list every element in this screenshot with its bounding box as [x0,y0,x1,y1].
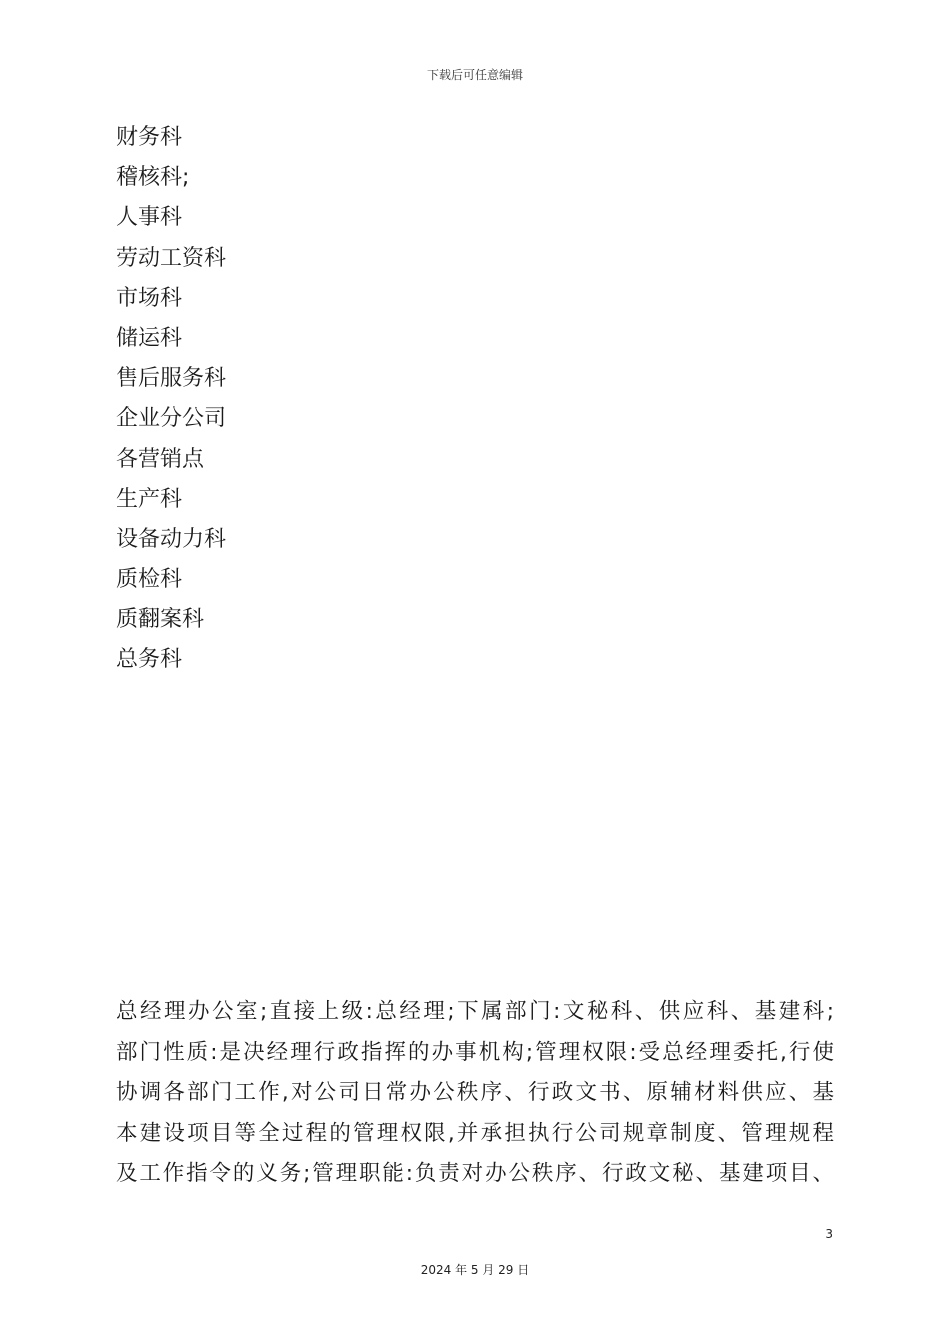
department-item: 各营销点 [116,446,205,472]
page-number: 3 [825,1227,833,1241]
office-description-paragraph [116,992,834,1195]
department-list [116,118,226,681]
paragraph-line: 本建设项目等全过程的管理权限,并承担执行公司规章制度、管理规程 [116,1120,834,1146]
department-item: 劳动工资科 [116,245,227,271]
department-item: 储运科 [116,325,183,351]
page-footer [0,1261,950,1278]
page-header [0,66,950,83]
footer-date: 2024 年 5 月 29 日 [420,1263,530,1277]
department-item: 市场科 [116,285,183,311]
department-item: 生产科 [116,486,183,512]
department-item: 稽核科; [116,165,190,191]
header-text: 下载后可任意编辑 [426,68,523,82]
paragraph-line: 及工作指令的义务;管理职能:负责对办公秩序、行政文秘、基建项目、 [116,1161,834,1187]
department-item: 总务科 [116,647,183,673]
department-item: 设备动力科 [116,526,227,552]
paragraph-line: 总经理办公室;直接上级:总经理;下属部门:文秘科、供应科、基建科; [116,999,834,1024]
department-item: 财务科 [116,125,183,150]
department-item: 人事科 [116,205,183,231]
department-item: 质翻案科 [116,607,205,633]
paragraph-line: 协调各部门工作,对公司日常办公秩序、行政文书、原辅材料供应、基 [116,1080,834,1106]
department-item: 售后服务科 [116,366,227,392]
department-item: 质检科 [116,567,183,593]
department-item: 企业分公司 [116,406,227,432]
paragraph-line: 部门性质:是决经理行政指挥的办事机构;管理权限:受总经理委托,行使 [116,1039,834,1065]
